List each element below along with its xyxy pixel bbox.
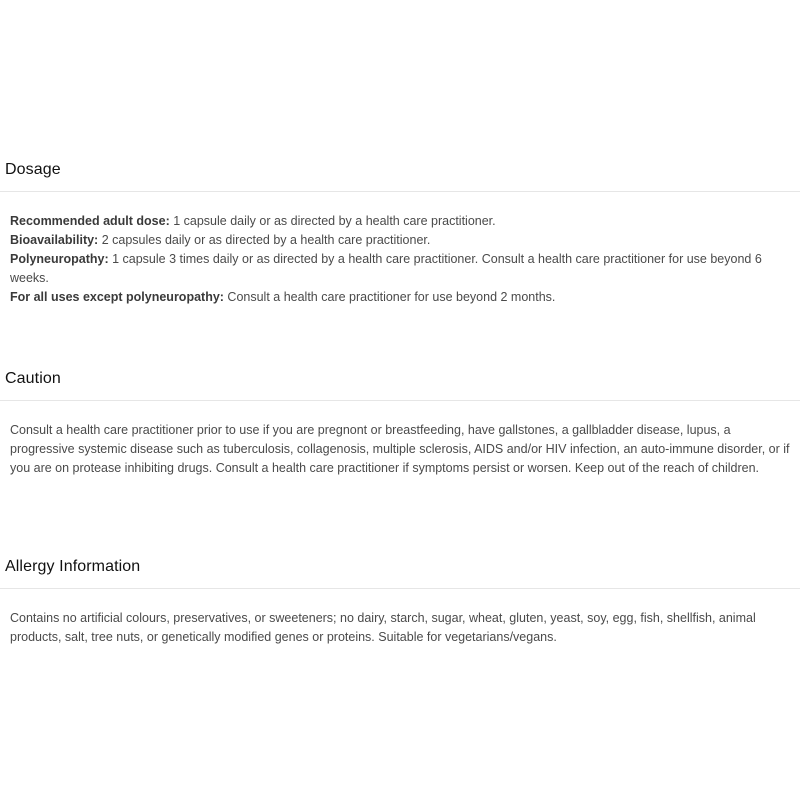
allergy-header <box>0 548 800 589</box>
caution-section <box>0 360 800 478</box>
dosage-text: 2 capsules daily or as directed by a health care practitioner. <box>98 233 431 247</box>
dosage-body <box>0 212 790 307</box>
dosage-term: Polyneuropathy: <box>10 252 109 266</box>
dosage-text: 1 capsule 3 times daily or as directed by a health care practitioner. Consult a health care practitioner for use beyond 6 weeks. <box>10 252 762 285</box>
dosage-line-recommended <box>10 212 790 231</box>
dosage-line-polyneuropathy <box>10 250 790 288</box>
caution-title: Caution <box>5 370 61 387</box>
allergy-text: Contains no artificial colours, preservatives, or sweeteners; no dairy, starch, sugar, wheat, gluten, yeast, soy, egg, fish, shellfish, animal products, salt, tree nuts, or genetically modified genes or proteins. Suitable for vegetarians/vegans. <box>10 611 756 644</box>
dosage-term: Bioavailability: <box>10 233 99 247</box>
dosage-text: Consult a health care practitioner for use beyond 2 months. <box>223 290 556 304</box>
dosage-term: Recommended adult dose: <box>10 214 170 228</box>
caution-text: Consult a health care practitioner prior to use if you are pregnont or breastfeeding, have gallstones, a gallbladder disease, lupus, a progressive systemic disease such as tuberculosis, collagenosis, multiple sclerosis, AIDS and/or HIV infection, an auto-immune disorder, or if you are on protease inhibiting drugs. Consult a health care practitioner if symptoms persist or worsen. Keep out of the reach of children. <box>10 423 790 475</box>
dosage-line-bioavailability <box>10 231 790 250</box>
allergy-section <box>0 548 800 647</box>
dosage-text: 1 capsule daily or as directed by a health care practitioner. <box>169 214 496 228</box>
dosage-header <box>0 151 800 192</box>
dosage-line-all-uses <box>10 288 790 307</box>
allergy-body <box>0 609 790 647</box>
caution-header <box>0 360 800 401</box>
dosage-term: For all uses except polyneuropathy: <box>10 290 224 304</box>
allergy-title: Allergy Information <box>5 558 141 575</box>
dosage-title: Dosage <box>5 161 61 178</box>
dosage-section <box>0 151 800 307</box>
caution-body <box>0 421 790 478</box>
